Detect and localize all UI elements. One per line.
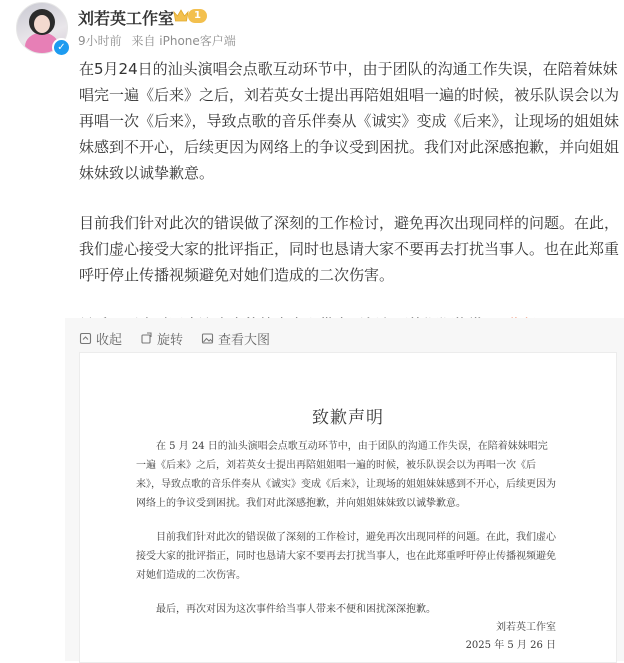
post-content <box>79 56 619 338</box>
user-name[interactable]: 刘若英工作室 <box>78 9 175 28</box>
rotate-button[interactable] <box>140 329 183 348</box>
statement-body <box>136 437 556 634</box>
post-source: 来自 iPhone客户端 <box>131 34 236 48</box>
post-paragraph: 在5月24日的汕头演唱会点歌互动环节中，由于团队的沟通工作失误，在陪着妹妹唱完一遍《后来》之后，刘若英女士提出再陪姐姐唱一遍的时候，被乐队误会以为再唱一次《后来》，导致点歌的音乐伴奏从《诚实》变成《后来》，让现场的姐姐妹妹感到不开心，后续更因为网络上的争议受到困扰。我们对此深感抱歉，并向姐姐妹妹致以诚挚歉意。 <box>79 60 620 182</box>
collapse-icon <box>79 332 92 345</box>
rotate-icon <box>140 332 153 345</box>
view-large-button[interactable] <box>201 329 270 348</box>
level-badge: 1 <box>188 9 207 23</box>
statement-paragraph: 目前我们针对此次的错误做了深刻的工作检讨，避免再次出现同样的问题。在此，我们虚心接受大家的批评指正，同时也恳请大家不要再去打扰当事人，也在此郑重呼吁停止传播视频避免对她们造成的二次伤害。 <box>136 532 556 581</box>
post-meta <box>78 32 242 49</box>
statement-paragraph: 最后，再次对因为这次事件给当事人带来不便和困扰深深抱歉。 <box>156 604 436 615</box>
statement-date: 2025 年 5 月 26 日 <box>465 640 556 651</box>
avatar[interactable] <box>16 2 68 54</box>
collapse-image-button[interactable] <box>79 329 122 348</box>
rotate-label: 旋转 <box>157 332 184 348</box>
verified-icon: ✓ <box>52 38 71 57</box>
collapse-image-label: 收起 <box>96 332 123 348</box>
statement-image[interactable] <box>79 352 617 663</box>
statement-signature-block <box>466 619 556 655</box>
statement-paragraph: 在 5 月 24 日的汕头演唱会点歌互动环节中，由于团队的沟通工作失误，在陪着妹妹唱完一遍《后来》之后，刘若英女士提出再陪姐姐唱一遍的时候，被乐队误会以为再唱一次《后来》，导致点歌的音乐伴奏从《诚实》变成《后来》，让现场的姐姐妹妹感到不开心，后续更因为网络上的争议受到困扰。我们对此深感抱歉，并向姐姐妹妹致以诚挚歉意。 <box>136 441 556 509</box>
image-toolbar <box>79 328 288 348</box>
view-large-label: 查看大图 <box>218 332 271 348</box>
image-icon <box>201 332 214 345</box>
post-time[interactable]: 9小时前 <box>78 34 122 48</box>
post-paragraph: 目前我们针对此次的错误做了深刻的工作检讨，避免再次出现同样的问题。在此，我们虚心接受大家的批评指正，同时也恳请大家不要再去打扰当事人。也在此郑重呼吁停止传播视频避免对她们造成的二次伤害。 <box>79 214 620 284</box>
post-header <box>0 0 624 56</box>
media-panel <box>65 318 624 661</box>
statement-title: 致歉声明 <box>312 408 384 428</box>
statement-signature: 刘若英工作室 <box>496 622 556 633</box>
